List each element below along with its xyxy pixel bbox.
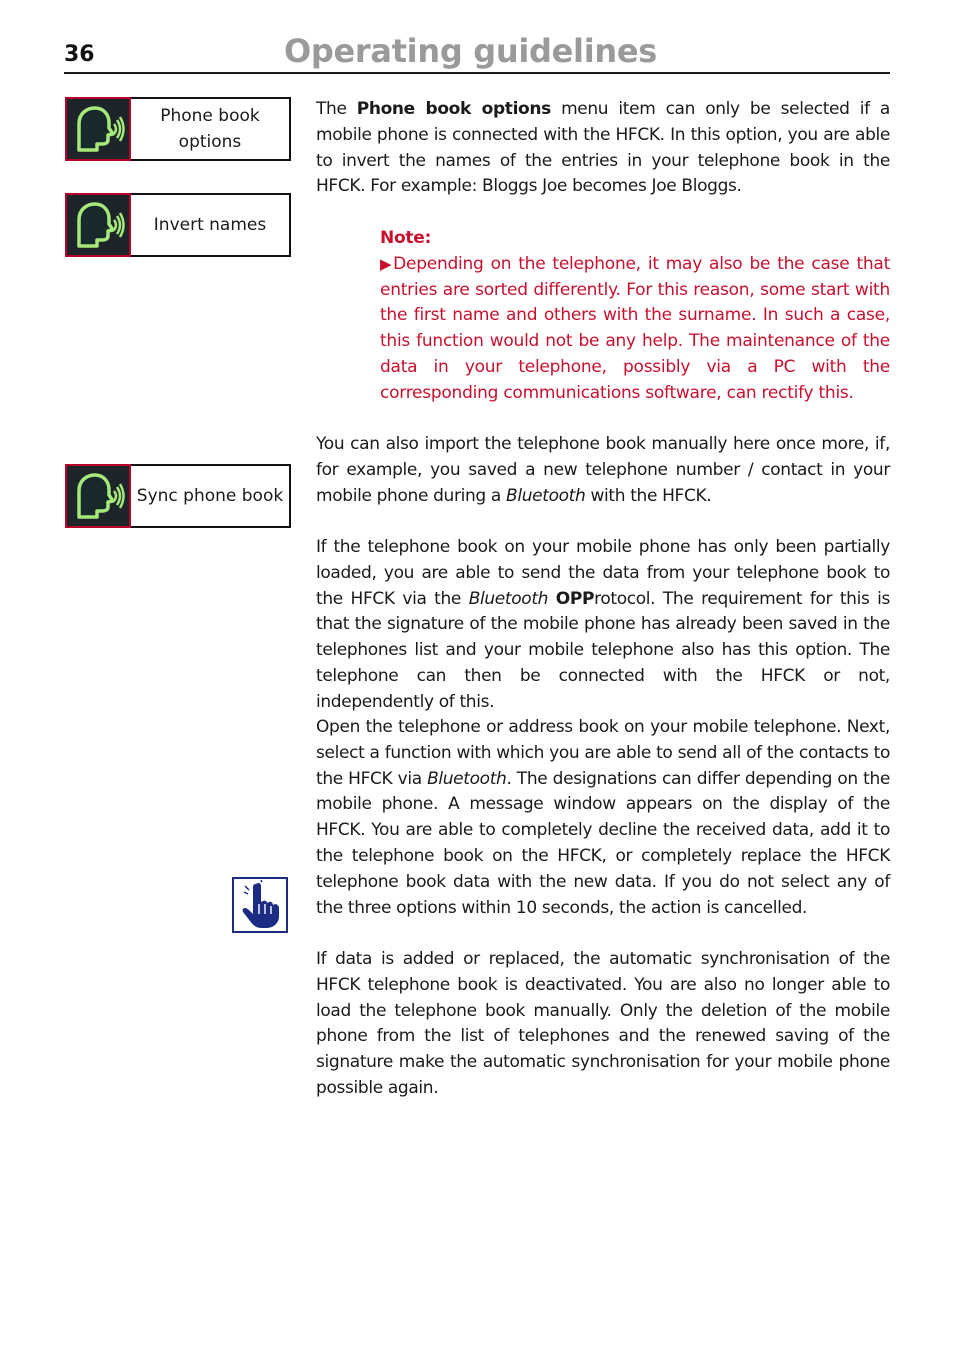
paragraph-send-contacts [316,715,890,921]
emphasis-bluetooth: Bluetooth [468,588,549,609]
pointing-hand-icon [236,880,284,930]
emphasis-phone-book-options: Phone book options [356,99,551,119]
text: If data is added or replaced, the automatic synchronisation of the HFCK telephone book is deactivated. You are also no longer able to load the telephone book manually. Only the deletion of the mobile phone from the list of telephones and the renewed saving of the signature make the automatic synchronisation for your mobile phone possible again. [316,949,890,1098]
menu-item-sync-phone-book [65,464,291,528]
text: menu item can only be selected if a mobile phone is connected with the HFCK. In this option, you are able to invert the names of the entries in your telephone book in the HFCK. For example: Bloggs Joe becomes Joe Bloggs. [316,99,890,197]
speaking-head-icon [65,97,131,161]
menu-item-label [131,97,291,161]
header-divider [64,72,890,74]
note-box [380,226,890,407]
emphasis-bluetooth: Bluetooth [427,768,507,789]
paragraph-intro [316,97,890,200]
menu-label-line2: options [178,132,242,152]
page-number: 36 [64,42,95,67]
text: rotocol. The requirement for this is that the signature of the mobile phone has already been saved in the telephones list and your mobile telephone also has this option. The telephone can then be connected with the HFCK or not, independently of this. [316,588,890,712]
text: If the telephone book on your mobile phone has only been partially loaded, you are able to send the data from your telephone book to the HFCK via the [316,537,890,609]
menu-item-label: Sync phone book [131,464,291,528]
tip-box [232,877,288,933]
page-title: Operating guidelines [284,32,658,70]
text [548,589,556,609]
emphasis-bluetooth: Bluetooth [506,485,586,506]
speaking-head-icon [65,464,131,528]
text: You can also import the telephone book manually here once more, if, for example, you saved a new telephone number / contact in your mobile phone during a [316,434,890,506]
text: . The designations can differ depending on the mobile phone. A message window appears on the display of the HFCK. You are able to completely decline the received data, add it to the telephone book on the HFCK, or completely replace the HFCK telephone book data with the new data. If you do not select any of the three options within 10 seconds, the action is cancelled. [316,768,890,918]
paragraph-sync-deactivated [316,947,890,1102]
paragraph-opp [316,535,890,716]
text: The [316,99,357,119]
note-body [380,252,890,407]
note-text: Depending on the telephone, it may also be the case that entries are sorted differently. For this reason, some start with the first name and others with the surname. In such a case, this function would not be any help. The maintenance of the data in your telephone, possibly via a PC with the corresponding communications software, can rectify this. [380,253,890,403]
menu-label-line1: Phone book [160,106,260,126]
speaking-head-icon [65,193,131,257]
menu-item-phone-book-options [65,97,291,161]
menu-item-label: Invert names [131,193,291,257]
text: Open the telephone or address book on your mobile telephone. Next, select a function with which you are able to send all of the contacts to the HFCK via [316,717,890,789]
text: with the HFCK. [585,485,712,506]
paragraph-import [316,432,890,509]
emphasis-opp: OPP [555,588,595,609]
menu-item-invert-names [65,193,291,257]
triangle-arrow-icon: ▶ [380,254,394,273]
note-title: Note: [380,228,432,248]
